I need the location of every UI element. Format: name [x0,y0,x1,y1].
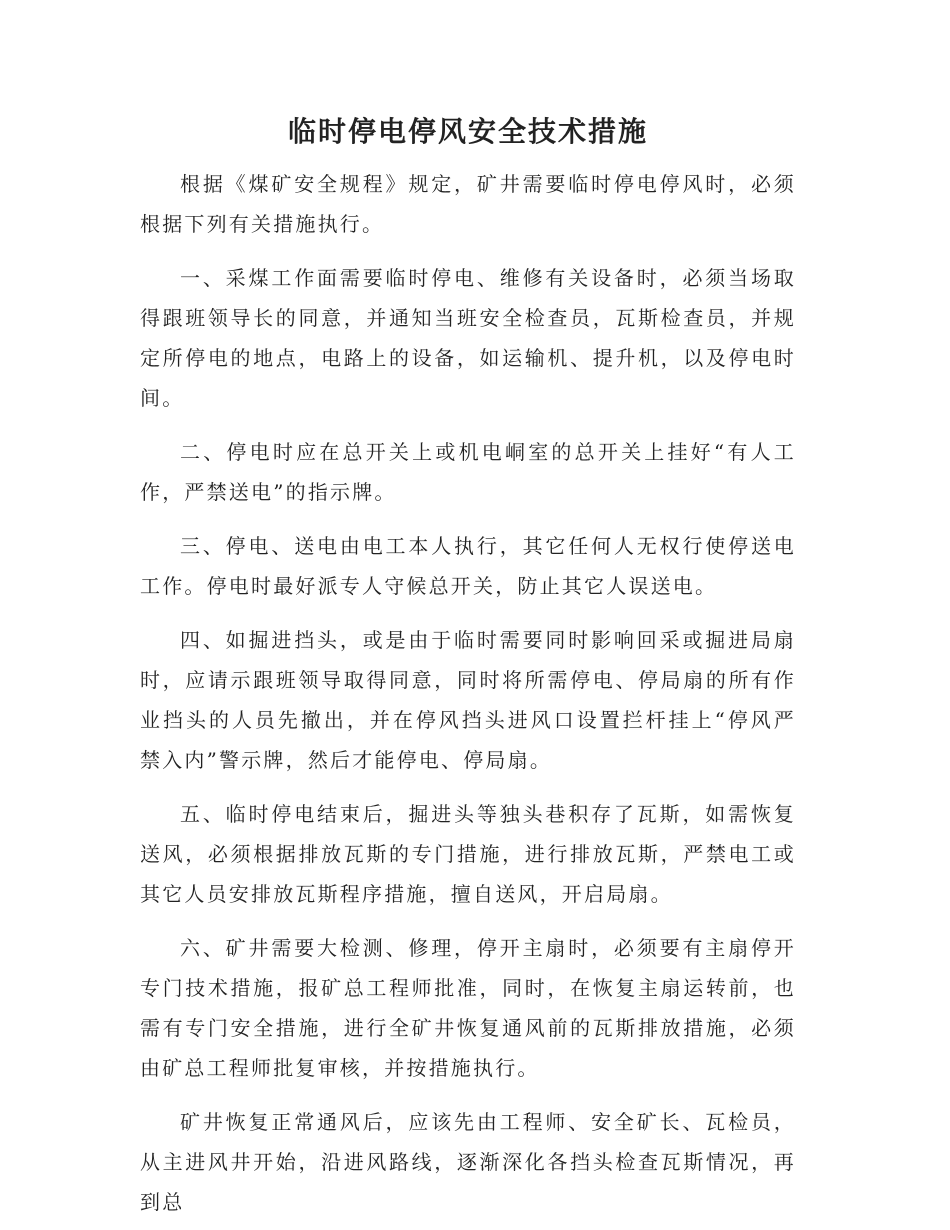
paragraph-item-3: 三、停电、送电由电工本人执行，其它任何人无权行使停送电工作。停电时最好派专人守候总开关，防止其它人误送电。 [140,534,796,598]
paragraph-item-2: 二、停电时应在总开关上或机电峒室的总开关上挂好“有人工作，严禁送电”的指示牌。 [140,440,796,504]
paragraph-item-4: 四、如掘进挡头，或是由于临时需要同时影响回采或掘进局扇时，应请示跟班领导取得同意，同时将所需停电、停局扇的所有作业挡头的人员先撤出，并在停风挡头进风口设置拦杆挂上“停风严禁入内”警示牌，然后才能停电、停局扇。 [140,628,796,772]
paragraph-item-1: 一、采煤工作面需要临时停电、维修有关设备时，必须当场取得跟班领导长的同意，并通知当班安全检查员，瓦斯检查员，并规定所停电的地点，电路上的设备，如运输机、提升机，以及停电时间。 [140,266,796,410]
paragraph-item-7: 矿井恢复正常通风后，应该先由工程师、安全矿长、瓦检员，从主进风井开始，沿进风路线，逐渐深化各挡头检查瓦斯情况，再到总 [140,1110,796,1214]
paragraph-item-6: 六、矿井需要大检测、修理，停开主扇时，必须要有主扇停开专门技术措施，报矿总工程师批准，同时，在恢复主扇运转前，也需有专门安全措施，进行全矿井恢复通风前的瓦斯排放措施，必须由矿总工程师批复审核，并按措施执行。 [140,936,796,1080]
document-title: 临时停电停风安全技术措施 [287,115,648,148]
document-page [140,110,796,1222]
paragraph-item-5: 五、临时停电结束后，掘进头等独头巷积存了瓦斯，如需恢复送风，必须根据排放瓦斯的专门措施，进行排放瓦斯，严禁电工或其它人员安排放瓦斯程序措施，擅自送风，开启局扇。 [140,802,796,906]
intro-paragraph: 根据《煤矿安全规程》规定，矿井需要临时停电停风时，必须根据下列有关措施执行。 [140,172,796,236]
